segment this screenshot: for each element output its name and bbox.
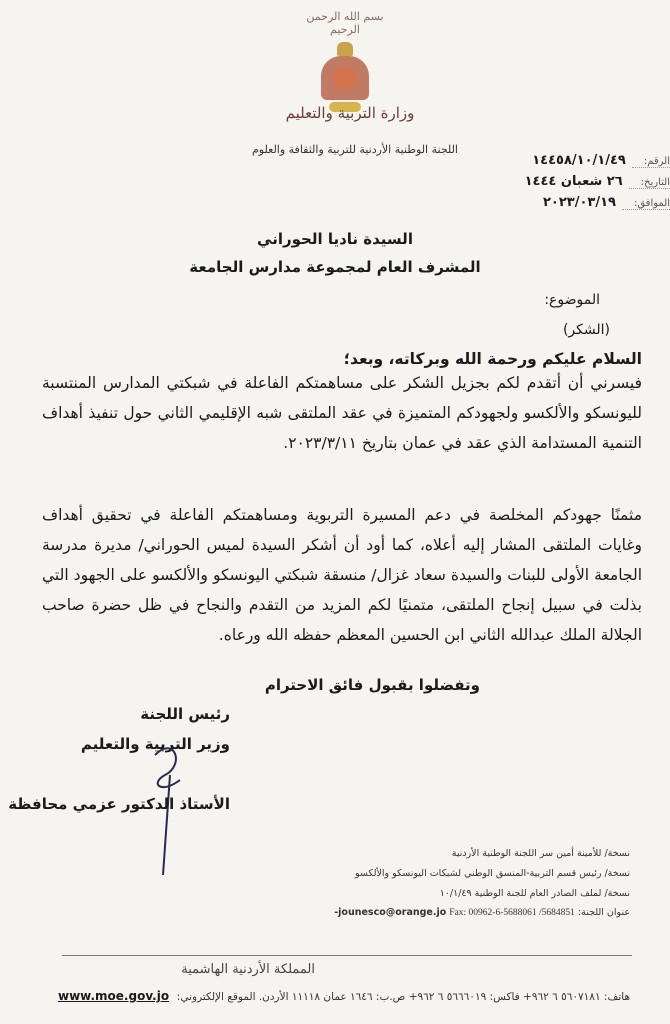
ministry-name: وزارة التربية والتعليم bbox=[285, 104, 415, 122]
hijri-date: التاريخ:٢٦ شعبان ١٤٤٤ bbox=[524, 174, 670, 189]
signatory-role-chair: رئيس اللجنة bbox=[140, 705, 230, 723]
paragraph-thanks: فيسرني أن أتقدم لكم بجزيل الشكر على مساهمتكم الفاعلة في شبكتي المدارس المنتسبة لليونسكو والألكسو ولجهودكم المتميزة في عقد الملتقى شبه الإقليمي الثاني حول تنفيذ أهداف التنمية المستدامة الذي عقد في عمان بتاريخ ٢٠٢٣/٣/١١. bbox=[42, 374, 642, 452]
footer-contact: هاتف: ٥٦٠٧١٨١ ٦ ٩٦٢+ فاكس: ٥٦٦٦٠١٩ ٦ ٩٦٢+ ص.ب: ١٦٤٦ عمان ١١١١٨ الأردن. الموقع الإلكتروني: bbox=[176, 991, 630, 1003]
addressee-name: السيدة ناديا الحوراني bbox=[257, 230, 413, 248]
committee-address: عنوان اللجنة: -jounesco@orange.jo Fax: 00962-6-5688061 /5684851 bbox=[334, 907, 630, 918]
signatory-role-minister: وزير التربية والتعليم bbox=[80, 735, 230, 753]
signatory-name: الأستاذ الدكتور عزمي محافظة bbox=[8, 795, 230, 813]
copy-line: نسخة/ رئيس قسم التربية-المنسق الوطني لشبكات اليونسكو والألكسو bbox=[354, 868, 630, 879]
committee-fax: Fax: 00962-6-5688061 /5684851 bbox=[449, 908, 575, 918]
paragraph-appreciation: مثمنًا جهودكم المخلصة في دعم المسيرة التربوية ومساهمتكم الفاعلة في تحقيق أهداف وغايات الملتقى المشار إليه أعلاه، كما أود أن أشكر السيدة لميس الحوراني/ مديرة مدرسة الجامعة الأولى للبنات والسيدة سعاد غزال/ منسقة شبكتي اليونسكو والألكسو على الجهود التي بذلت في سبيل إنجاح الملتقى، متمنيًا لكم المزيد من التقدم والنجاح في ظل حضرة صاحب الجلالة الملك عبدالله الثاني ابن الحسين المعظم حفظه الله ورعاه. bbox=[42, 506, 642, 644]
closing: وتفضلوا بقبول فائق الاحترام bbox=[264, 676, 480, 694]
committee-email: -jounesco@orange.jo bbox=[334, 907, 447, 918]
addressee-title: المشرف العام لمجموعة مدارس الجامعة bbox=[189, 258, 481, 276]
basmala: بسم الله الرحمن الرحيم bbox=[306, 10, 384, 36]
gregorian-date: الموافق:٢٠٢٣/٠٣/١٩ bbox=[542, 195, 670, 210]
reference-number: الرقم:١٤٤٥٨/١٠/١/٤٩ bbox=[532, 153, 670, 168]
subject-label: الموضوع: bbox=[544, 292, 600, 308]
footer-kingdom: المملكة الأردنية الهاشمية bbox=[181, 962, 315, 977]
greeting: السلام عليكم ورحمة الله وبركاته، وبعد؛ bbox=[343, 350, 642, 368]
subject-value: (الشكر) bbox=[562, 322, 610, 338]
copy-line: نسخة/ للأمينة أمين سر اللجنة الوطنية الأردنية bbox=[451, 848, 630, 859]
footer-divider bbox=[62, 955, 632, 956]
footer-website-link[interactable]: www.moe.gov.jo bbox=[58, 989, 170, 1003]
committee-name: اللجنة الوطنية الأردنية للتربية والثقافة والعلوم bbox=[252, 143, 458, 156]
copy-line: نسخة/ لملف الصادر العام للجنة الوطنية ١٠/١/٤٩ bbox=[439, 888, 630, 899]
